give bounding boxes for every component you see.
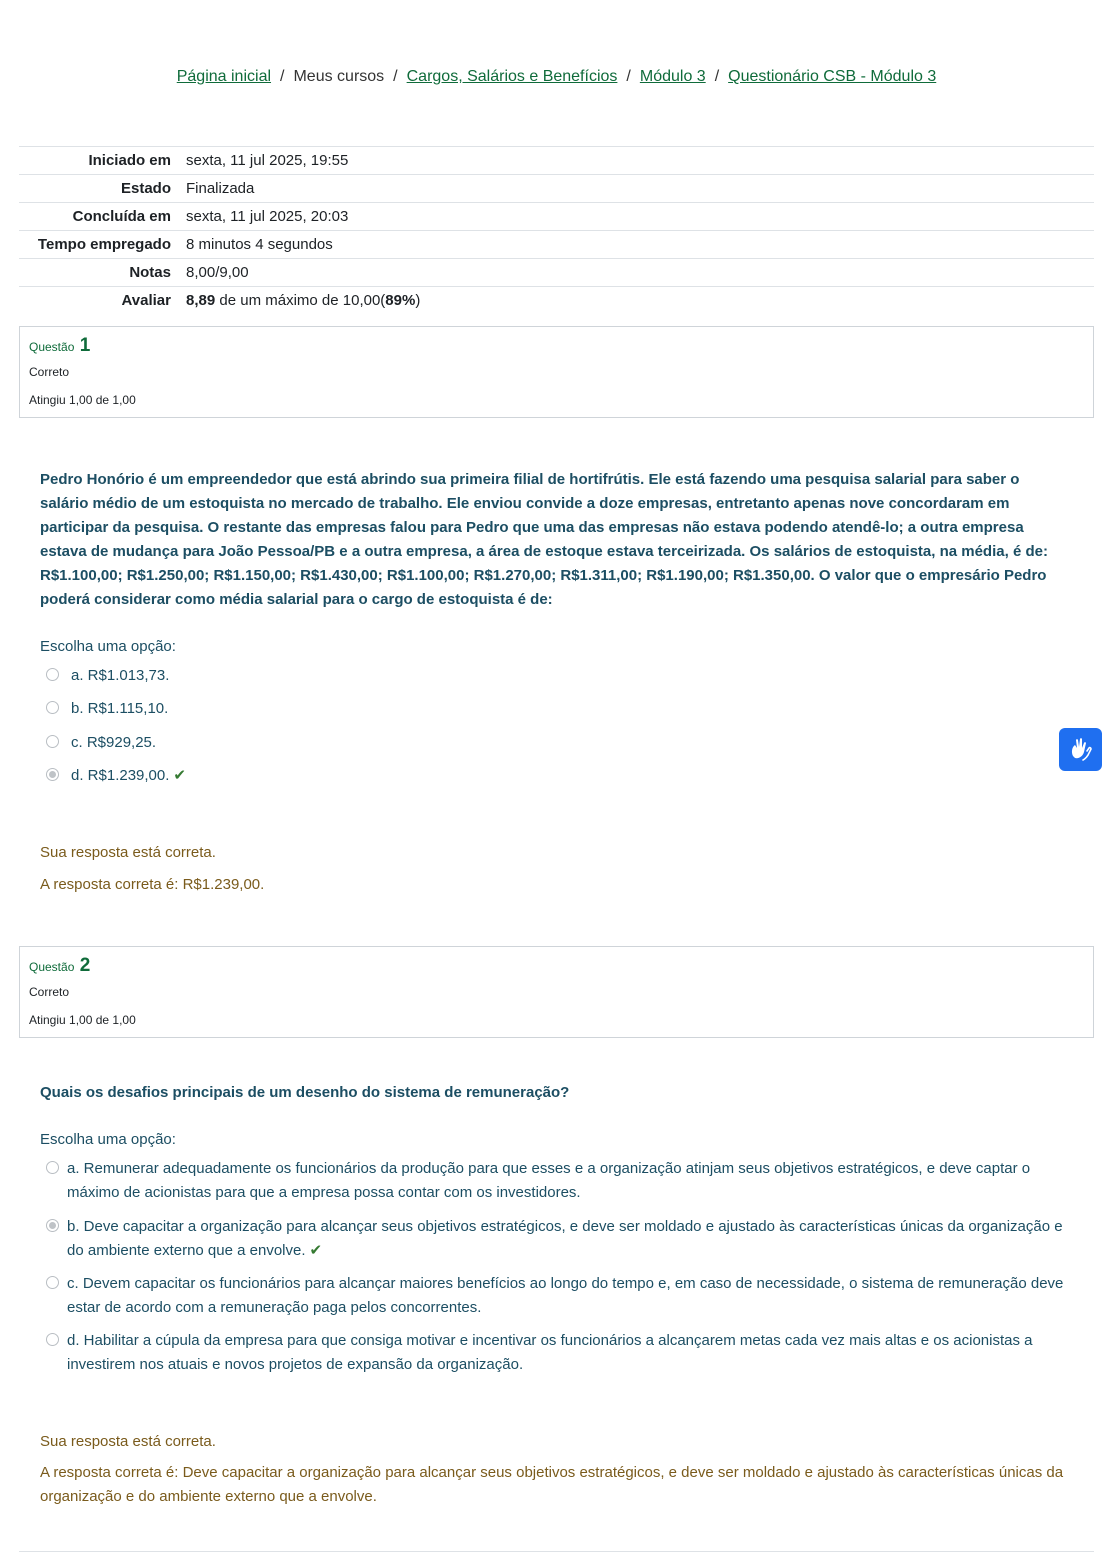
- grade-text: de um máximo de 10,00(: [215, 292, 386, 309]
- summary-value: sexta, 11 jul 2025, 20:03: [186, 208, 349, 225]
- question-1-feedback: Sua resposta está correta.: [40, 844, 216, 861]
- option-label: a. R$1.013,73.: [71, 667, 170, 684]
- option-text: d. R$1.239,00.: [71, 767, 170, 784]
- question-2-text: Quais os desafios principais de um desenho do sistema de remuneração?: [40, 1084, 570, 1101]
- question-label: Questão: [29, 340, 75, 354]
- option-label: c. R$929,25.: [71, 734, 157, 751]
- check-icon: ✔: [309, 1242, 323, 1259]
- summary-row-marks: [19, 259, 1094, 287]
- breadcrumb-separator: /: [626, 68, 631, 85]
- question-grade: Atingiu 1,00 de 1,00: [29, 1013, 136, 1027]
- option-text: b. Deve capacitar a organização para alcançar seus objetivos estratégicos, e deve ser moldado e ajustado às características únicas da organização e do ambiente externo que a envolve.: [67, 1218, 1063, 1259]
- question-1-text: Pedro Honório é um empreendedor que está abrindo sua primeira filial de hortifrútis. Ele está fazendo uma pesquisa salarial para saber o salário médio de um estoquista no mercado de trabalho. Ele enviou convide a doze empresas, entretanto apenas nove concordaram em participar da pesquisa. O restante das empresas falou para Pedro que uma das empresas não estava podendo atendê-lo; a outra empresa estava de mudança para João Pessoa/PB e a outra empresa, a área de estoque estava terceirizada. Os salários de estoquista, na média, é de: R$1.100,00; R$1.250,00; R$1.150,00; R$1.430,00; R$1.100,00; R$1.270,00; R$1.311,00; R$1.190,00; R$1.350,00. O valor que o empresário Pedro poderá considerar como média salarial para o cargo de estoquista é de:: [40, 471, 1048, 608]
- question-1-option-b[interactable]: [46, 697, 1068, 721]
- question-2-option-b[interactable]: [46, 1215, 1068, 1263]
- summary-value: sexta, 11 jul 2025, 19:55: [186, 152, 349, 169]
- summary-value: Finalizada: [186, 180, 255, 197]
- bottom-divider: [19, 1551, 1094, 1552]
- question-state: Correto: [29, 365, 70, 379]
- option-label: c. Devem capacitar os funcionários para alcançar maiores benefícios ao longo do tempo e, em caso de necessidade, o sistema de remuneração deve estar de acordo com a remuneração paga pelos concorrentes.: [67, 1275, 1064, 1316]
- summary-row-grade: [19, 287, 1094, 315]
- summary-label: Tempo empregado: [37, 236, 171, 253]
- breadcrumb-separator: /: [280, 68, 285, 85]
- question-2-option-a[interactable]: [46, 1157, 1068, 1205]
- question-number: [29, 335, 90, 357]
- question-2-option-c[interactable]: [46, 1272, 1068, 1320]
- hand-sign-icon: [1067, 736, 1095, 764]
- question-number: [29, 955, 90, 977]
- radio-button[interactable]: [46, 1276, 59, 1289]
- radio-button[interactable]: [46, 668, 59, 681]
- accessibility-widget-button[interactable]: [1059, 728, 1102, 771]
- summary-label: Estado: [120, 180, 171, 197]
- question-2-option-d[interactable]: [46, 1329, 1068, 1377]
- breadcrumb-home-link[interactable]: Página inicial: [176, 68, 272, 85]
- grade-close: ): [415, 292, 421, 309]
- breadcrumb-course-link[interactable]: Cargos, Salários e Benefícios: [406, 68, 618, 85]
- radio-button[interactable]: [46, 1161, 59, 1174]
- attempt-summary-table: [19, 146, 1094, 314]
- question-1-right-answer: A resposta correta é: R$1.239,00.: [40, 876, 265, 893]
- option-label: b. R$1.115,10.: [71, 700, 169, 717]
- radio-button[interactable]: [46, 735, 59, 748]
- summary-value: 8,00/9,00: [186, 264, 249, 281]
- question-2-prompt: Escolha uma opção:: [40, 1131, 176, 1148]
- question-2-info: [19, 946, 1094, 1038]
- question-1-prompt: Escolha uma opção:: [40, 638, 176, 655]
- summary-value: 8 minutos 4 segundos: [186, 236, 333, 253]
- summary-row-time: [19, 231, 1094, 259]
- question-1-option-c[interactable]: [46, 731, 1068, 755]
- grade-percent: 89%: [385, 292, 416, 309]
- breadcrumb-my-courses: Meus cursos: [293, 68, 385, 85]
- breadcrumb-module-link[interactable]: Módulo 3: [639, 68, 706, 85]
- summary-row-completed: [19, 203, 1094, 231]
- option-label: d. Habilitar a cúpula da empresa para que consiga motivar e incentivar os funcionários a alcançarem metas cada vez mais altas e os acionistas a investirem nos atuais e novos projetos de expansão da organização.: [67, 1332, 1033, 1373]
- summary-label: Notas: [129, 264, 171, 281]
- breadcrumb-separator: /: [714, 68, 720, 85]
- summary-row-started: [19, 147, 1094, 175]
- question-grade: Atingiu 1,00 de 1,00: [29, 393, 136, 407]
- question-2-right-answer: A resposta correta é: Deve capacitar a organização para alcançar seus objetivos estratégicos, e deve ser moldado e ajustado às características únicas da organização e do ambiente externo que a envolve.: [40, 1464, 1064, 1505]
- check-icon: ✔: [173, 767, 186, 784]
- breadcrumb-separator: /: [393, 68, 398, 85]
- summary-label: Avaliar: [121, 292, 171, 309]
- radio-button[interactable]: [46, 701, 59, 714]
- question-number-value: 1: [79, 335, 91, 356]
- option-label: [46, 1215, 1068, 1263]
- question-label: Questão: [29, 960, 75, 974]
- question-state: Correto: [29, 985, 70, 999]
- summary-label: Iniciado em: [88, 152, 171, 169]
- summary-value: [186, 287, 1094, 315]
- option-label: [46, 764, 1068, 788]
- question-1-option-a[interactable]: [46, 664, 1068, 688]
- breadcrumb: [0, 68, 1113, 86]
- radio-button-selected[interactable]: [46, 768, 59, 781]
- option-label: a. Remunerar adequadamente os funcionários da produção para que esses e a organização atinjam seus objetivos estratégicos, e deve captar o máximo de acionistas para que a empresa possa contar com os investidores.: [67, 1160, 1031, 1201]
- question-1-info: [19, 326, 1094, 418]
- grade-score: 8,89: [186, 292, 216, 309]
- summary-label: Concluída em: [72, 208, 171, 225]
- summary-row-state: [19, 175, 1094, 203]
- breadcrumb-quiz-link[interactable]: Questionário CSB - Módulo 3: [728, 68, 937, 85]
- question-1-option-d[interactable]: [46, 764, 1068, 788]
- radio-button[interactable]: [46, 1333, 59, 1346]
- question-2-feedback: Sua resposta está correta.: [40, 1433, 216, 1450]
- radio-button-selected[interactable]: [46, 1219, 59, 1232]
- question-number-value: 2: [79, 955, 91, 976]
